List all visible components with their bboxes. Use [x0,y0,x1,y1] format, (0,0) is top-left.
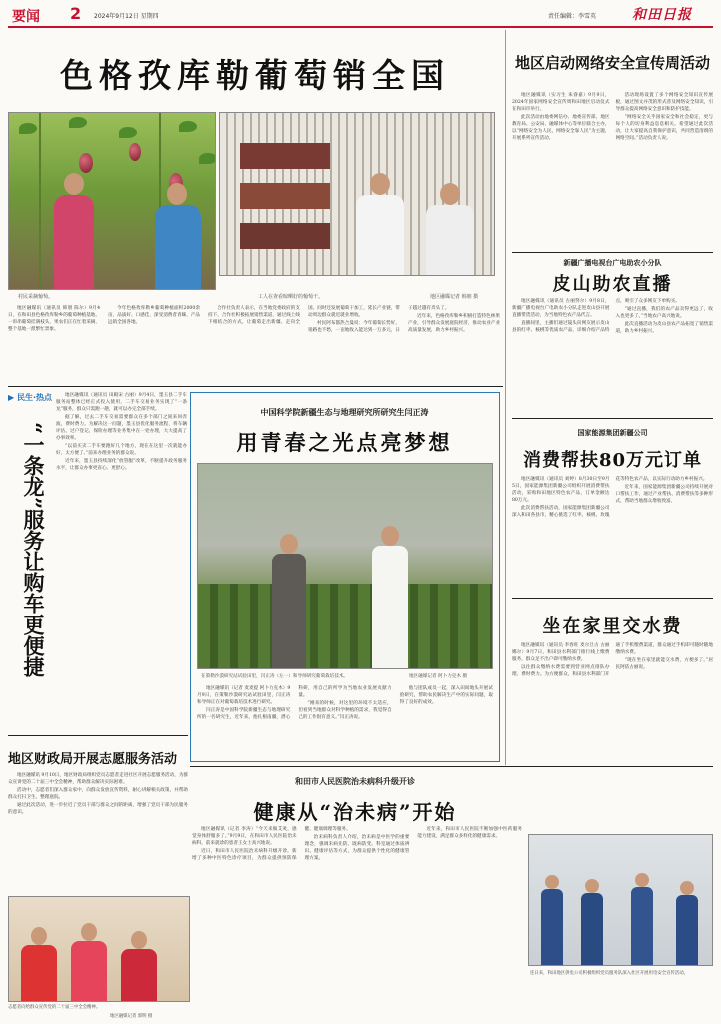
paragraph: 地区融媒讯（通讯员 田殿宋 古丽）9月4日，墨玉县二手车服务站整体已经正式投入使用，二手车交易业务实现了“一条龙”服务，群众只需跑一趟，就可以办完全部手续。 [56,393,187,412]
paragraph: 近年来，和田市人民医院不断加强中医药服务能力建设，满足群众多样化的健康需求。 [417,827,522,839]
photo2-credit: 地区融媒记者 韩朋 摄 [430,294,479,300]
section-divider [512,418,713,419]
volunteer-photo-credit: 地区融媒记者 郭明 摄 [110,1014,153,1019]
paragraph: 闫正涛是中国科学院新疆生态与地理研究所的一名研究生，近年来，他扎根南疆，潜心科研，用自己的所学为当地农业发展贡献力量。 [197,686,392,720]
masthead [8,3,713,25]
paragraph: 合作社负责人表示，在当地党委政府的支持下，合作社积极拓展销售渠道，通过线上线下相结合的方式，让葡萄走出新疆、走向全国。同时还发展葡萄干加工，延长产业链，带动周边群众就近就业增收。 [208,306,400,325]
paragraph: 直播间里，主播们通过镜头向网友展示皮山县的红枣、核桃等优质农产品，详细介绍产品特点，吸引了众多网友下单购买。 [512,299,680,333]
paragraph: 近日，和田市人民医院治未病科升级开诊，新增了多种中医特色诊疗项目，为群众提供预防保健、健康调理等服务。 [192,827,351,861]
paragraph: “刚来的时候，对这里的环境不太适应，但看到当地群众对科学种植的需求，我觉得自己的工作很有意义。”闫正涛说。 [298,701,392,720]
paragraph: 今年色格孜库勒乡葡萄种植面积2000余亩，品质好、口感佳，深受消费者青睐，产品远销全国各地。 [108,306,200,325]
minsheng-label: ▶ 民生·热点 [8,393,52,402]
masthead-rule [8,26,713,28]
top-story-headline: 色格孜库勒葡萄销全国 [60,56,450,95]
paragraph: 他与团队成员一起，深入田间地头开展试验研究，帮助农民解决生产中的实际问题，取得了良好的成效。 [399,686,493,705]
ecommerce-kicker: 新疆广播电视台广电助农小分队 [563,259,662,267]
paragraph: 近年来，墨玉县持续深化“放管服”改革，不断提升政务服务水平，让群众办事更省心、更舒心。 [56,459,187,471]
top-story-body [8,305,500,385]
water-body [512,642,713,762]
volunteer-photo-caption: 志愿者向给群众宣传党的二十届三中全会精神。 [8,1005,101,1010]
power-photo-caption: 连日来，和田地区供电公司积极组织党员服务队深入社区开展用电安全宣传活动。 [530,971,689,976]
energy-kicker: 国家能源集团新疆公司 [577,429,648,437]
paragraph: 近年来，色格孜库勒乡积极打造特色林果产业，引导群众发展庭院经济，推动农业产业高质量发展，助力乡村振兴。 [408,314,500,333]
paragraph: 活动现场设置了多个网络安全知识宣传展板，通过图文并茂的形式普及网络安全知识，引导群众提高网络安全意识和防护技能。 [615,93,713,112]
paragraph: 地区融媒讯（通讯员 古丽努尔）9月8日，新疆广播电视台广电助农小分队走进皮山县开展直播带货活动，为当地特色农产品代言。 [512,299,610,318]
volunteer-body [8,772,188,892]
power-workers-photo [528,834,713,966]
photo1-caption: 村民采摘葡萄。 [18,294,54,300]
volunteer-photo [8,896,190,1002]
photo2-caption: 工人在查看晾晒好的葡萄干。 [258,294,324,300]
section-divider [512,598,713,599]
paragraph: 地区融媒讯 9月10日，地区财政局组织党员志愿者走进社区开展志愿服务活动，为群众宣讲党的二十届三中全会精神，帮助群众解决实际困难。 [8,773,188,785]
paragraph: 活动中，志愿者们深入群众家中，向群众发放宣传资料，耐心讲解相关政策，并帮助群众打扫卫生、整理庭院。 [8,788,188,800]
paragraph: 地区融媒讯（实习生 朱睿嘉）9月9日，2024年国家网络安全宣传周和田地区启动仪式在和田市举行。 [512,93,610,112]
paragraph: “网络安全关乎国家安全和社会稳定，更与每个人的切身利益息息相关。希望通过此次活动，让大家提高自我保护意识，共同营造清朗的网络空间。”活动负责人说。 [615,115,713,141]
cybersec-body [512,92,713,250]
section-divider [512,252,713,253]
feature-photo-credit: 地区融媒记者 阿卜力克木 摄 [409,674,468,679]
paragraph: 地区融媒讯（记者 李涛）“今天来做艾灸，感觉身体舒服多了。”9月9日，在和田市人民医院治未病科，前来就诊的患者王女士高兴地说。 [192,827,297,846]
newspaper-logo: 和田日报 [632,7,692,23]
minsheng-headline: “一条龙”服务让购车更便捷 [21,422,46,678]
paragraph: 此次消费帮扶活动，国家能源集团新疆公司深入和田各县市，精心挑选了红枣、核桃、玫瑰花等特色农产品，以实际行动助力乡村振兴。 [512,477,708,518]
section-divider [8,386,503,387]
ecommerce-body [512,298,713,408]
paragraph: 据了解，过去二手车交易需要群众在多个部门之间来回奔波，费时费力。为解决这一问题，墨玉县优化服务流程，将车辆评估、过户登记、保险办理等业务集中在一处办理，大大提高了办事效率。 [56,415,187,441]
feature-photo-caption: 在策勒沙漠研究站试验田里，闫正涛（左一）和导师研究葡萄栽培技术。 [201,674,349,679]
editor-credit: 责任编辑：李雪英 [548,13,597,20]
paragraph: 此次活动由地委网信办、地委宣传部、地区教育局、公安局、融媒体中心等单位联合主办，以“网络安全为人民，网络安全靠人民”为主题，开展系列宣传活动。 [512,115,610,141]
energy-body [512,476,713,592]
paragraph: “以前买卖二手车要跑好几个地方，现在在这里一次就能办好，太方便了。”前来办理业务的群众说。 [56,444,187,456]
cure-body [192,826,522,1018]
water-headline: 坐在家里交水费 [542,616,683,637]
farmer-figure [49,173,99,290]
volunteer-headline: 地区财政局开展志愿服务活动 [8,752,178,767]
paragraph: “通过直播，我们的农产品卖得更远了，收入也更多了。”当地农户高兴地说。 [615,307,713,319]
column-divider [505,30,506,765]
cure-kicker: 和田市人民医院治未病科升级开诊 [295,777,415,786]
section-divider [190,766,713,767]
paragraph: 地区融媒讯（通讯员 刘婷）8月30日至9月5日，国家能源集团新疆公司组织开展消费帮扶活动，采购和田地区特色农产品，订单金额达80万元。 [512,477,610,503]
researcher-figure [368,526,412,669]
feature-kicker: 中国科学院新疆生态与地理研究所研究生闫正涛 [260,408,429,417]
researcher-figure [268,534,308,669]
paragraph: 地区融媒讯（通讯员 李春旺 麦尔旦古 古丽娜尔）9月7日，和田县水利部门推行线上缴费服务，群众足不出户即可缴纳水费。 [512,643,610,662]
minsheng-body [56,392,187,732]
paragraph: 通过此次活动，进一步拉近了党员干部与群众之间的距离，增强了党员干部为民服务的意识。 [8,803,188,815]
section-name: 要闻 [12,9,40,25]
grape-harvest-photo [8,112,216,290]
paragraph: 以往群众缴纳水费需要到营业网点排队办理，费时费力。为方便群众，和田县水利部门开通了手机缴费渠道，群众通过手机即可随时随地缴纳水费。 [512,643,713,677]
energy-headline: 消费帮扶80万元订单 [522,450,703,471]
issue-date: 2024年9月12日 星期四 [94,13,159,20]
drying-room-photo [219,112,495,276]
feature-headline: 用青春之光点亮梦想 [236,430,453,455]
research-field-photo [197,463,493,669]
ecommerce-headline: 皮山助农直播 [552,274,673,295]
triangle-icon: ▶ [8,393,15,402]
paragraph: 治未病科负责人介绍，治未病是中医学的重要理念，强调未病先防、既病防变。科室通过体质辨识、健康评估等方式，为群众提供个性化的健康管理方案。 [304,835,410,861]
cybersec-headline: 地区启动网络安全宣传周活动 [514,54,710,72]
paragraph: 近年来，国家能源集团新疆公司持续开展对口帮扶工作，通过产业帮扶、消费帮扶等多种形式，帮助当地群众增收致富。 [615,485,713,504]
feature-body [197,685,493,759]
cure-headline: 健康从“治未病”开始 [253,800,457,824]
feature-box [190,392,500,762]
paragraph: 地区融媒讯（记者 麦麦提 阿卜力克木）9月9日，在策勒沙漠研究站试验田里，闫正涛和导师正在对葡萄栽培技术进行研究。 [197,686,291,705]
paragraph: “现在坐在家里就能交水费，方便多了。”居民阿依古丽说。 [615,658,713,670]
paragraph: 地区融媒讯（通讯员 韩朋 陈尔）9月4日，在和田县色格孜库勒乡的葡萄种植基地，一串串葡萄挂满枝头，果农们正在忙着采摘，整个基地一派繁忙景象。 [8,306,100,332]
page-number: 2 [70,4,82,23]
paragraph: 村民阿布都热合曼说：今年葡萄长势好，销路也不愁，一亩地收入能达到一万多元，日子越过越有奔头了。 [308,306,450,333]
paragraph: 此次直播活动为皮山县农产品拓宽了销售渠道，助力乡村振兴。 [615,322,713,334]
farmer-figure [149,183,207,290]
section-divider [8,735,188,736]
